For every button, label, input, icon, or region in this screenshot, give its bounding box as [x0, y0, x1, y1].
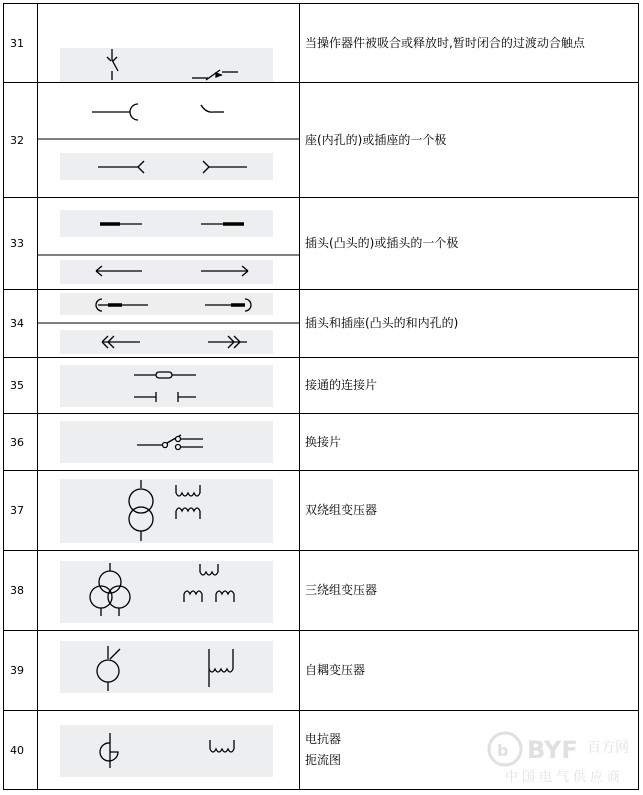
symbol-cell: [38, 358, 300, 414]
watermark-icon-letter: b: [497, 741, 509, 760]
three-winding-transformer-symbol: [38, 551, 299, 631]
row-number: 34: [4, 290, 38, 358]
description-line-2: 扼流图: [305, 753, 342, 767]
table-row: [4, 414, 639, 471]
reactor-symbol: [38, 711, 299, 790]
symbol-cell: [38, 290, 300, 358]
socket-symbol: [38, 83, 299, 198]
row-number: 38: [4, 551, 38, 631]
description: 双绕组变压器: [300, 471, 639, 551]
table-row: [4, 198, 639, 290]
description: 换接片: [300, 414, 639, 471]
row-number: 37: [4, 471, 38, 551]
description: 插头(凸头的)或插头的一个极: [300, 198, 639, 290]
symbol-cell: [38, 414, 300, 471]
row-number: 36: [4, 414, 38, 471]
watermark-tagline: 中国电气供应商: [505, 770, 625, 785]
row-number: 31: [4, 4, 38, 83]
watermark-brand: BYF: [527, 736, 578, 764]
description: 接通的连接片: [300, 358, 639, 414]
symbol-cell: [38, 471, 300, 551]
symbol-cell: [38, 198, 300, 290]
closed-link-symbol: [38, 358, 299, 414]
table-row: [4, 551, 639, 631]
row-number: 39: [4, 631, 38, 711]
table-row: [4, 4, 639, 83]
table-row: [4, 83, 639, 198]
description: 三绕组变压器: [300, 551, 639, 631]
watermark-cn: 百方网: [587, 740, 629, 756]
transitional-contact-symbol: [38, 4, 299, 83]
table-row: [4, 290, 639, 358]
description: [300, 711, 639, 790]
table-row: [4, 631, 639, 711]
symbol-cell: [38, 551, 300, 631]
row-number: 32: [4, 83, 38, 198]
plug-and-socket-symbol: [38, 290, 299, 358]
description: 自耦变压器: [300, 631, 639, 711]
description: 座(内孔的)或插座的一个极: [300, 83, 639, 198]
symbol-cell: [38, 631, 300, 711]
table-row: [4, 358, 639, 414]
symbol-cell: [38, 711, 300, 790]
table-row: [4, 711, 639, 790]
symbol-table: [3, 3, 639, 790]
autotransformer-symbol: [38, 631, 299, 711]
row-number: 33: [4, 198, 38, 290]
description: 当操作器件被吸合或释放时,暂时闭合的过渡动合触点: [300, 4, 639, 83]
plug-symbol: [38, 198, 299, 290]
row-number: 35: [4, 358, 38, 414]
symbol-cell: [38, 4, 300, 83]
table-row: [4, 471, 639, 551]
symbol-cell: [38, 83, 300, 198]
row-number: 40: [4, 711, 38, 790]
description-line-1: 电抗器: [305, 732, 342, 746]
switching-link-symbol: [38, 414, 299, 471]
description: 插头和插座(凸头的和内孔的): [300, 290, 639, 358]
two-winding-transformer-symbol: [38, 471, 299, 551]
